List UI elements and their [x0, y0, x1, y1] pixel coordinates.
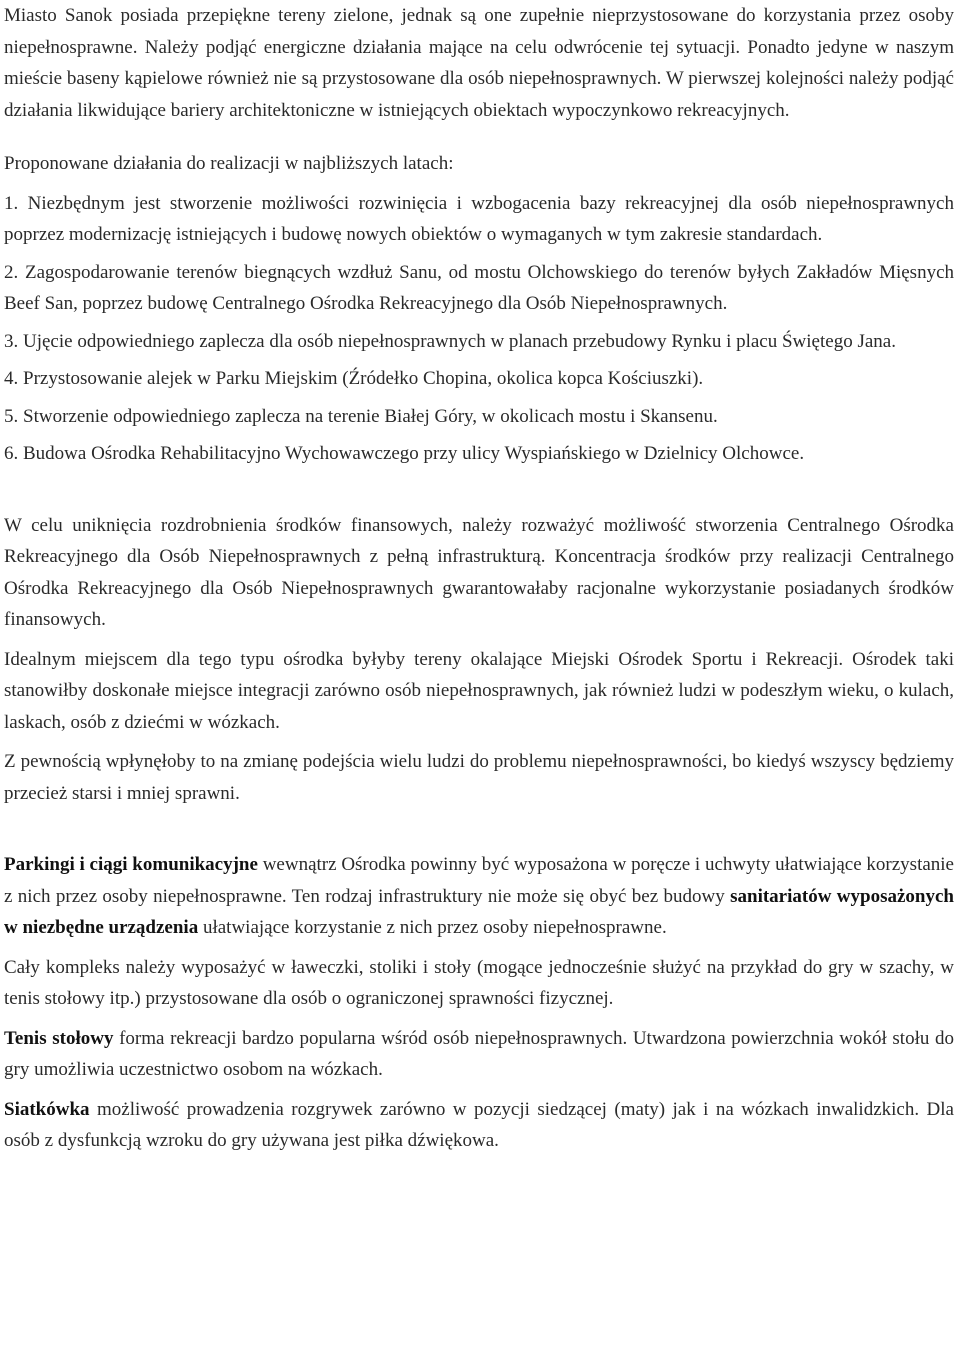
tennis-term: Tenis stołowy [4, 1027, 114, 1049]
sanitary-term: sanitariatów wyposażonych w niezbędne urządzenia [4, 885, 954, 938]
tennis-text: forma rekreacji bardzo popularna wśród osób niepełnosprawnych. Utwardzona powierzchnia wokół stołu do gry umożliwia uczestnictwo osobom na wózkach. [4, 1027, 955, 1080]
volleyball-paragraph [4, 1094, 954, 1157]
list-item: 2. Zagospodarowanie terenów biegnących wzdłuż Sanu, od mostu Olchowskiego do terenów byłych Zakładów Mięsnych Beef San, poprzez budowę Centralnego Ośrodka Rekreacyjnego dla Osób Niepełnosprawnych. [4, 261, 954, 314]
impact-paragraph: Z pewnością wpłynęłoby to na zmianę podejścia wielu ludzi do problemu niepełnosprawności, bo kiedyś wszyscy będziemy przecież starsi i mniej sprawni. [4, 751, 954, 804]
volleyball-term: Siatkówka [4, 1098, 90, 1120]
parking-term: Parkingi i ciągi komunikacyjne [4, 854, 258, 875]
list-item: 6. Budowa Ośrodka Rehabilitacyjno Wychowawczego przy ulicy Wyspiańskiego w Dzielnicy Olchowce. [4, 443, 805, 464]
list-item: 5. Stworzenie odpowiedniego zaplecza na terenie Białej Góry, w okolicach mostu i Skansenu. [4, 405, 718, 427]
tennis-paragraph [4, 1023, 954, 1086]
list-item: 1. Niezbędnym jest stworzenie możliwości rozwinięcia i wzbogacenia bazy rekreacyjnej dla osób niepełnosprawnych poprzez modernizację istniejących i budowę nowych obiektów o wymaganych w tym zakresie standardach. [4, 192, 954, 245]
intro-paragraph: Miasto Sanok posiada przepiękne tereny zielone, jednak są one zupełnie nieprzystosowane do korzystania przez osoby niepełnosprawne. Należy podjąć energiczne działania mające na celu odwrócenie tej sytuacji. Ponadto jedyne w naszym mieście baseny kąpielowe również nie są przystosowane dla osób niepełnosprawnych. W pierwszej kolejności należy podjąć działania likwidujące bariery architektoniczne w istniejących obiektach wypoczynkowo rekreacyjnych. [4, 5, 954, 121]
parking-text-2: ułatwiające korzystanie z nich przez osoby niepełnosprawne. [198, 917, 667, 938]
list-item: 4. Przystosowanie alejek w Parku Miejskim (Źródełko Chopina, okolica kopca Kościuszki). [4, 368, 704, 389]
list-item: 3. Ujęcie odpowiedniego zaplecza dla osób niepełnosprawnych w planach przebudowy Rynku i placu Świętego Jana. [4, 330, 896, 352]
benches-paragraph: Cały kompleks należy wyposażyć w ławeczki, stoliki i stoły (mogące jednocześnie służyć na przykład do gry w szachy, w tenis stołowy itp.) przystosowane dla osób o ograniczonej sprawności fizycznej. [4, 956, 954, 1009]
parking-text-1: wewnątrz Ośrodka powinny być wyposażona w poręcze i uchwyty ułatwiające korzystanie z nich przez osoby niepełnosprawne. Ten rodzaj infrastruktury nie może się obyć bez budowy [4, 854, 954, 907]
list-heading: Proponowane działania do realizacji w najbliższych latach: [4, 153, 454, 174]
center-paragraph: W celu uniknięcia rozdrobnienia środków finansowych, należy rozważyć możliwość stworzenia Centralnego Ośrodka Rekreacyjnego dla Osób Niepełnosprawnych z pełną infrastrukturą. Koncentracja środków przy realizacji Centralnego Ośrodka Rekreacyjnego dla Osób Niepełnosprawnych gwarantowałaby racjonalne wykorzystanie posiadanych środków finansowych. [4, 514, 954, 630]
volleyball-text: możliwość prowadzenia rozgrywek zarówno w pozycji siedzącej (maty) jak i na wózkach inwalidzkich. Dla osób z dysfunkcją wzroku do gry używana jest piłka dźwiękowa. [4, 1098, 954, 1151]
parking-paragraph [4, 849, 954, 944]
proposed-actions-list [4, 188, 954, 470]
location-paragraph: Idealnym miejscem dla tego typu ośrodka byłyby tereny okalające Miejski Ośrodek Sportu i Rekreacji. Ośrodek taki stanowiłby doskonałe miejsce integracji zarówno osób niepełnosprawnych, jak również ludzi w podeszłym wieku, o kulach, laskach, osób z dziećmi w wózkach. [4, 648, 954, 733]
